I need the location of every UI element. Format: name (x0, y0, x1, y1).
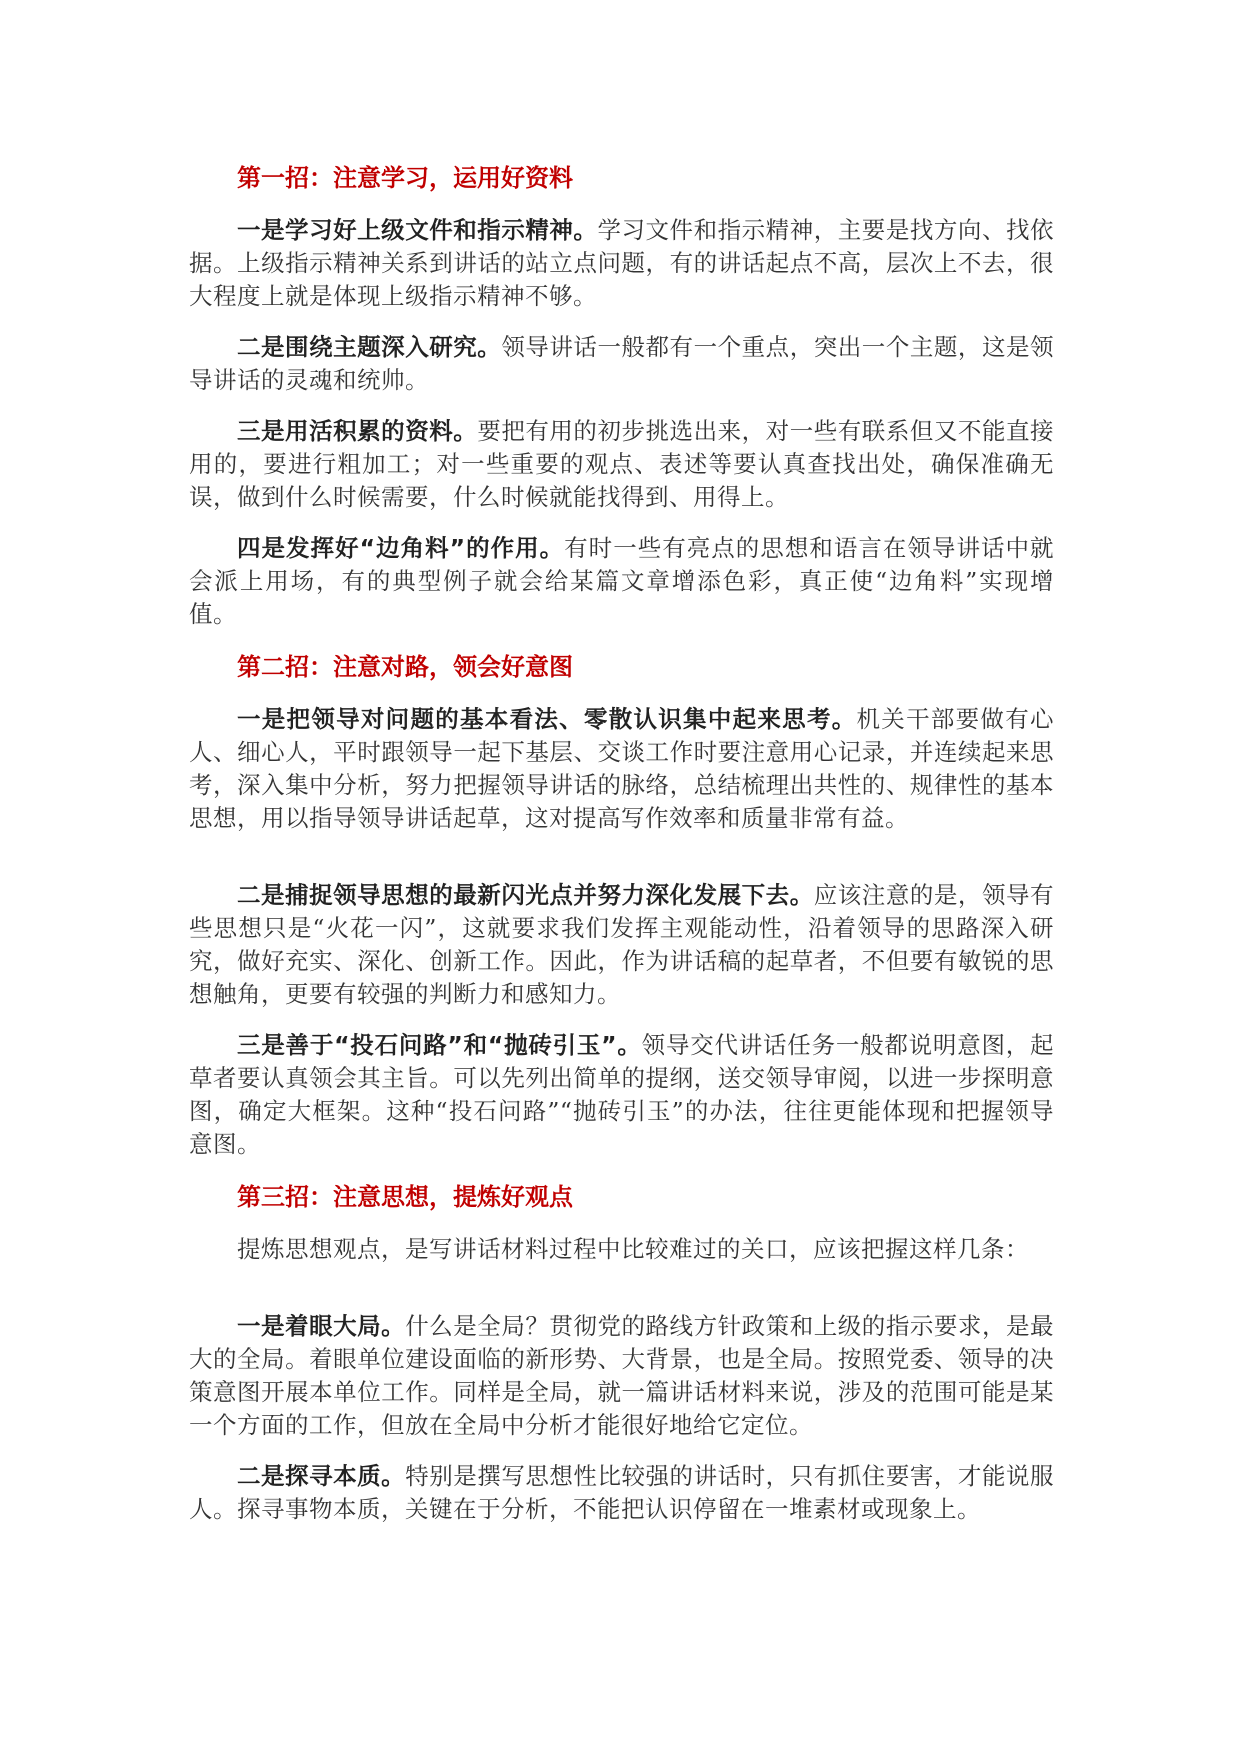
section-heading: 第一招：注意学习，运用好资料 (237, 164, 573, 192)
paragraph-text: 有时一些有亮点的思想和语言在领导讲话中就会派上用场，有的典型例子就会给某篇文章增添色彩，真正使“边角料”实现增值。 (189, 534, 1055, 628)
paragraph (189, 1310, 1054, 1442)
paragraph-text: 领导讲话一般都有一个重点，突出一个主题，这是领导讲话的灵魂和统帅。 (189, 333, 1055, 394)
paragraph (189, 1460, 1054, 1526)
paragraph-text: 要把有用的初步挑选出来，对一些有联系但又不能直接用的，要进行粗加工；对一些重要的观点、表述等要认真查找出处，确保准确无误，做到什么时候需要，什么时候就能找得到、用得上。 (189, 417, 1055, 511)
paragraph (189, 532, 1054, 631)
paragraph (189, 415, 1054, 514)
paragraph-lead: 一是学习好上级文件和指示精神。 (237, 216, 598, 244)
paragraph-lead: 二是探寻本质。 (237, 1462, 406, 1490)
paragraph-lead: 三是善于“投石问路”和“抛砖引玉”。 (237, 1031, 642, 1059)
paragraph-text: 什么是全局？贯彻党的路线方针政策和上级的指示要求，是最大的全局。着眼单位建设面临的新形势、大背景，也是全局。按照党委、领导的决策意图开展本单位工作。同样是全局，就一篇讲话材料来说，涉及的范围可能是某一个方面的工作，但放在全局中分析才能很好地给它定位。 (189, 1312, 1055, 1439)
paragraph-text: 特别是撰写思想性比较强的讲话时，只有抓住要害，才能说服人。探寻事物本质，关键在于分析，不能把认识停留在一堆素材或现象上。 (189, 1462, 1055, 1523)
paragraph-text: 机关干部要做有心人、细心人，平时跟领导一起下基层、交谈工作时要注意用心记录，并连续起来思考，深入集中分析，努力把握领导讲话的脉络，总结梳理出共性的、规律性的基本思想，用以指导领导讲话起草，这对提高写作效率和质量非常有益。 (189, 705, 1054, 832)
paragraph (189, 1029, 1054, 1161)
paragraph-text: 学习文件和指示精神，主要是找方向、找依据。上级指示精神关系到讲话的站立点问题，有的讲话起点不高，层次上不去，很大程度上就是体现上级指示精神不够。 (189, 216, 1055, 310)
paragraph-lead: 三是用活积累的资料。 (237, 417, 478, 445)
paragraph-text: 领导交代讲话任务一般都说明意图，起草者要认真领会其主旨。可以先列出简单的提纲，送交领导审阅，以进一步探明意图，确定大框架。这种“投石问路”“抛砖引玉”的办法，往往更能体现和把握领导意图。 (189, 1031, 1055, 1158)
paragraph-lead: 四是发挥好“边角料”的作用。 (237, 534, 565, 562)
paragraph-text: 提炼思想观点，是写讲话材料过程中比较难过的关口，应该把握这样几条： (237, 1235, 1029, 1263)
paragraph-lead: 二是围绕主题深入研究。 (237, 333, 502, 361)
section-heading: 第三招：注意思想，提炼好观点 (237, 1183, 573, 1211)
paragraph-lead: 二是捕捉领导思想的最新闪光点并努力深化发展下去。 (237, 881, 814, 909)
paragraph (189, 214, 1054, 313)
document-body (189, 160, 1054, 1544)
paragraph (189, 1233, 1054, 1266)
section-heading: 第二招：注意对路，领会好意图 (237, 653, 573, 681)
paragraph-lead: 一是把领导对问题的基本看法、零散认识集中起来思考。 (237, 705, 857, 733)
paragraph-text: 应该注意的是，领导有些思想只是“火花一闪”，这就要求我们发挥主观能动性，沿着领导的思路深入研究，做好充实、深化、创新工作。因此，作为讲话稿的起草者，不但要有敏锐的思想触角，更要有较强的判断力和感知力。 (189, 881, 1055, 1008)
paragraph (189, 703, 1054, 835)
paragraph (189, 879, 1054, 1011)
paragraph (189, 331, 1054, 397)
paragraph-lead: 一是着眼大局。 (237, 1312, 406, 1340)
